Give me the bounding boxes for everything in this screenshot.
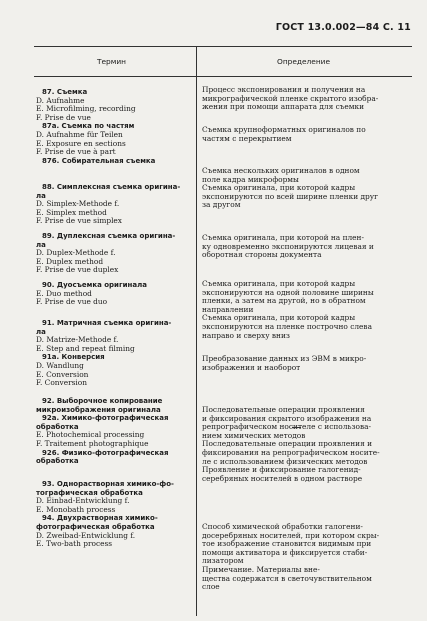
table-top-rule — [34, 46, 412, 47]
term-heading-line: 876. Собирательная съемка — [42, 156, 156, 165]
definition-block — [202, 86, 410, 112]
definition-line: серебряных носителей в одном растворе — [202, 473, 363, 483]
definition-line: направлении — [202, 304, 254, 314]
term-heading-line: 91. Матричная съемка оригина- — [42, 319, 172, 327]
term-translation-line: E. Exposure en sections — [36, 138, 126, 148]
definition-line: жения при помощи аппарата для съемки — [202, 102, 365, 112]
term-heading-line: микроизображения оригинала — [36, 405, 161, 414]
definition-line: фиксирования на репрографическом носите- — [202, 447, 380, 457]
term-translation-line: F. Traitement photographique — [36, 438, 149, 448]
term-heading-line: 88. Симплексная съемка оригина- — [42, 183, 181, 191]
term-heading-line: фотографическая обработка — [36, 522, 155, 531]
term-heading-line: ла — [36, 240, 46, 249]
term-heading-line: обработка — [36, 457, 79, 466]
term-translation-line: D. Wandlung — [36, 360, 84, 370]
definition-line: Последовательные операции проявления и — [202, 439, 373, 449]
definition-line: Съемка оригинала, при которой кадры — [202, 279, 356, 288]
definition-line: изображения и наоборот — [202, 362, 301, 372]
term-translation-line: D. Aufnahme — [36, 95, 85, 105]
table-header-rule — [34, 76, 412, 77]
definition-line: слое — [202, 582, 220, 592]
term-translation-line: E. Step and repeat filming — [36, 343, 135, 353]
term-translation-line: F. Conversion — [36, 378, 87, 388]
term-translation-line: E. Conversion — [36, 369, 89, 379]
definition-line: частям с перекрытием — [202, 133, 292, 143]
definition-line: Съемка крупноформатных оригиналов по — [202, 125, 366, 134]
definition-block — [202, 234, 410, 260]
definition-line: Преобразование данных из ЭВМ в микро- — [202, 354, 367, 363]
page-header: ГОСТ 13.0.002—84 С. 11 — [275, 22, 411, 33]
term-translation-line: F. Prise de vue duo — [36, 297, 108, 307]
term-block — [36, 88, 194, 165]
term-column-header: Термин — [97, 57, 126, 66]
term-translation-line: D. Simplex-Methode f. — [36, 199, 120, 209]
term-translation-line: E. Duo method — [36, 288, 92, 298]
term-block — [36, 319, 194, 388]
definition-block — [202, 167, 410, 210]
column-divider — [196, 46, 197, 616]
term-heading-line: 92a. Химико-фотографическая — [42, 414, 169, 423]
definition-block — [202, 280, 410, 340]
definition-line: Примечание. Материалы вне- — [202, 564, 320, 574]
term-heading-line: 94. Двухрастворная химико- — [42, 514, 158, 523]
definition-line: Съемка оригинала, при которой на плен- — [202, 233, 364, 242]
term-block — [36, 281, 194, 307]
definition-line: досеребряных носителей, при котором скры- — [202, 530, 380, 540]
term-heading-line: 89. Дуплексная съемка оригина- — [42, 232, 176, 240]
term-translation-line: E. Photochemical processing — [36, 430, 145, 440]
term-translation-line: F. Prise de vue — [36, 112, 91, 122]
term-heading-line: 87. Съемка — [42, 88, 88, 96]
definition-line: экспонируются на пленке построчно слева — [202, 321, 372, 331]
definition-line: и фиксирования скрытого изображения на — [202, 413, 372, 423]
definition-line: щества содержатся в светочувствительном — [202, 573, 372, 583]
definition-line: микрографической пленке скрытого изобра- — [202, 93, 379, 103]
definition-line: пленки, а затем на другой, но в обратном — [202, 296, 366, 306]
term-block — [36, 232, 194, 275]
definition-block — [202, 406, 410, 483]
definition-line: ку одновременно экспонируются лицевая и — [202, 241, 374, 251]
definition-block — [202, 126, 410, 143]
definition-line: лизатором — [202, 556, 244, 566]
term-heading-line: 93. Однорастворная химико-фо- — [42, 480, 174, 488]
definition-line: Съемка оригинала, при которой кадры — [202, 313, 356, 323]
definition-line: за другом — [202, 200, 241, 210]
term-translation-line: F. Prise de vue à part — [36, 147, 116, 157]
term-heading-line: 926. Физико-фотографическая — [42, 448, 169, 457]
term-translation-line: D. Einbad-Entwicklung f. — [36, 496, 130, 506]
definition-line: Съемка нескольких оригиналов в одном — [202, 166, 360, 175]
term-heading-line: ла — [36, 327, 46, 336]
term-translation-line: F. Prise de vue simplex — [36, 216, 122, 226]
definition-line: направо и сверху вниз — [202, 330, 290, 340]
term-translation-line: E. Simplex method — [36, 207, 107, 217]
term-heading-line: тографическая обработка — [36, 488, 143, 497]
definition-line: оборотная стороны документа — [202, 250, 322, 260]
term-translation-line: E. Monobath process — [36, 504, 116, 514]
term-translation-line: D. Zweibad-Entwicklung f. — [36, 530, 136, 540]
definition-line: ле с использованием физических методов — [202, 456, 368, 466]
definition-block — [202, 523, 410, 592]
term-block — [36, 183, 194, 226]
definition-column-header: Определение — [277, 57, 330, 66]
term-block — [36, 397, 194, 466]
term-translation-line: F. Prise de vue duplex — [36, 265, 119, 275]
definition-line: экспонируются по всей ширине пленки друг — [202, 191, 378, 201]
term-translation-line: E. Two-bath process — [36, 539, 113, 549]
definition-line: нием химических методов — [202, 430, 306, 440]
term-translation-line: D. Matrize-Methode f. — [36, 335, 119, 345]
definition-line: тое изображение становится видимым при — [202, 539, 372, 549]
definition-line: Проявление и фиксирование галогенид- — [202, 465, 361, 475]
definition-line: Способ химической обработки галогени- — [202, 522, 363, 531]
term-heading-line: 92. Выборочное копирование — [42, 397, 163, 405]
dash-mark — [292, 427, 301, 428]
definition-block — [202, 355, 410, 372]
term-block — [36, 480, 194, 549]
term-heading-line: 90. Дуосъемка оригинала — [42, 281, 147, 289]
definition-line: экспонируются на одной половине ширины — [202, 287, 374, 297]
definition-line: помощи активатора и фиксируется стаби- — [202, 547, 368, 557]
definition-line: Процесс экспонирования и получения на — [202, 85, 366, 94]
term-heading-line: 91a. Конверсия — [42, 353, 105, 362]
term-translation-line: E. Duplex method — [36, 256, 104, 266]
term-heading-line: ла — [36, 191, 46, 200]
term-translation-line: D. Duplex-Methode f. — [36, 248, 116, 258]
definition-line: Съемка оригинала, при которой кадры — [202, 183, 356, 193]
term-translation-line: E. Microfilming, recording — [36, 104, 136, 114]
definition-line: поле кадра микроформы — [202, 174, 299, 184]
term-heading-line: 87a. Съемка по частям — [42, 122, 135, 131]
definition-line: Последовательные операции проявления — [202, 405, 365, 414]
term-translation-line: D. Aufnahme für Teilen — [36, 129, 123, 139]
term-heading-line: обработка — [36, 422, 79, 431]
definition-line: репрографическом носителе с использова- — [202, 422, 372, 432]
